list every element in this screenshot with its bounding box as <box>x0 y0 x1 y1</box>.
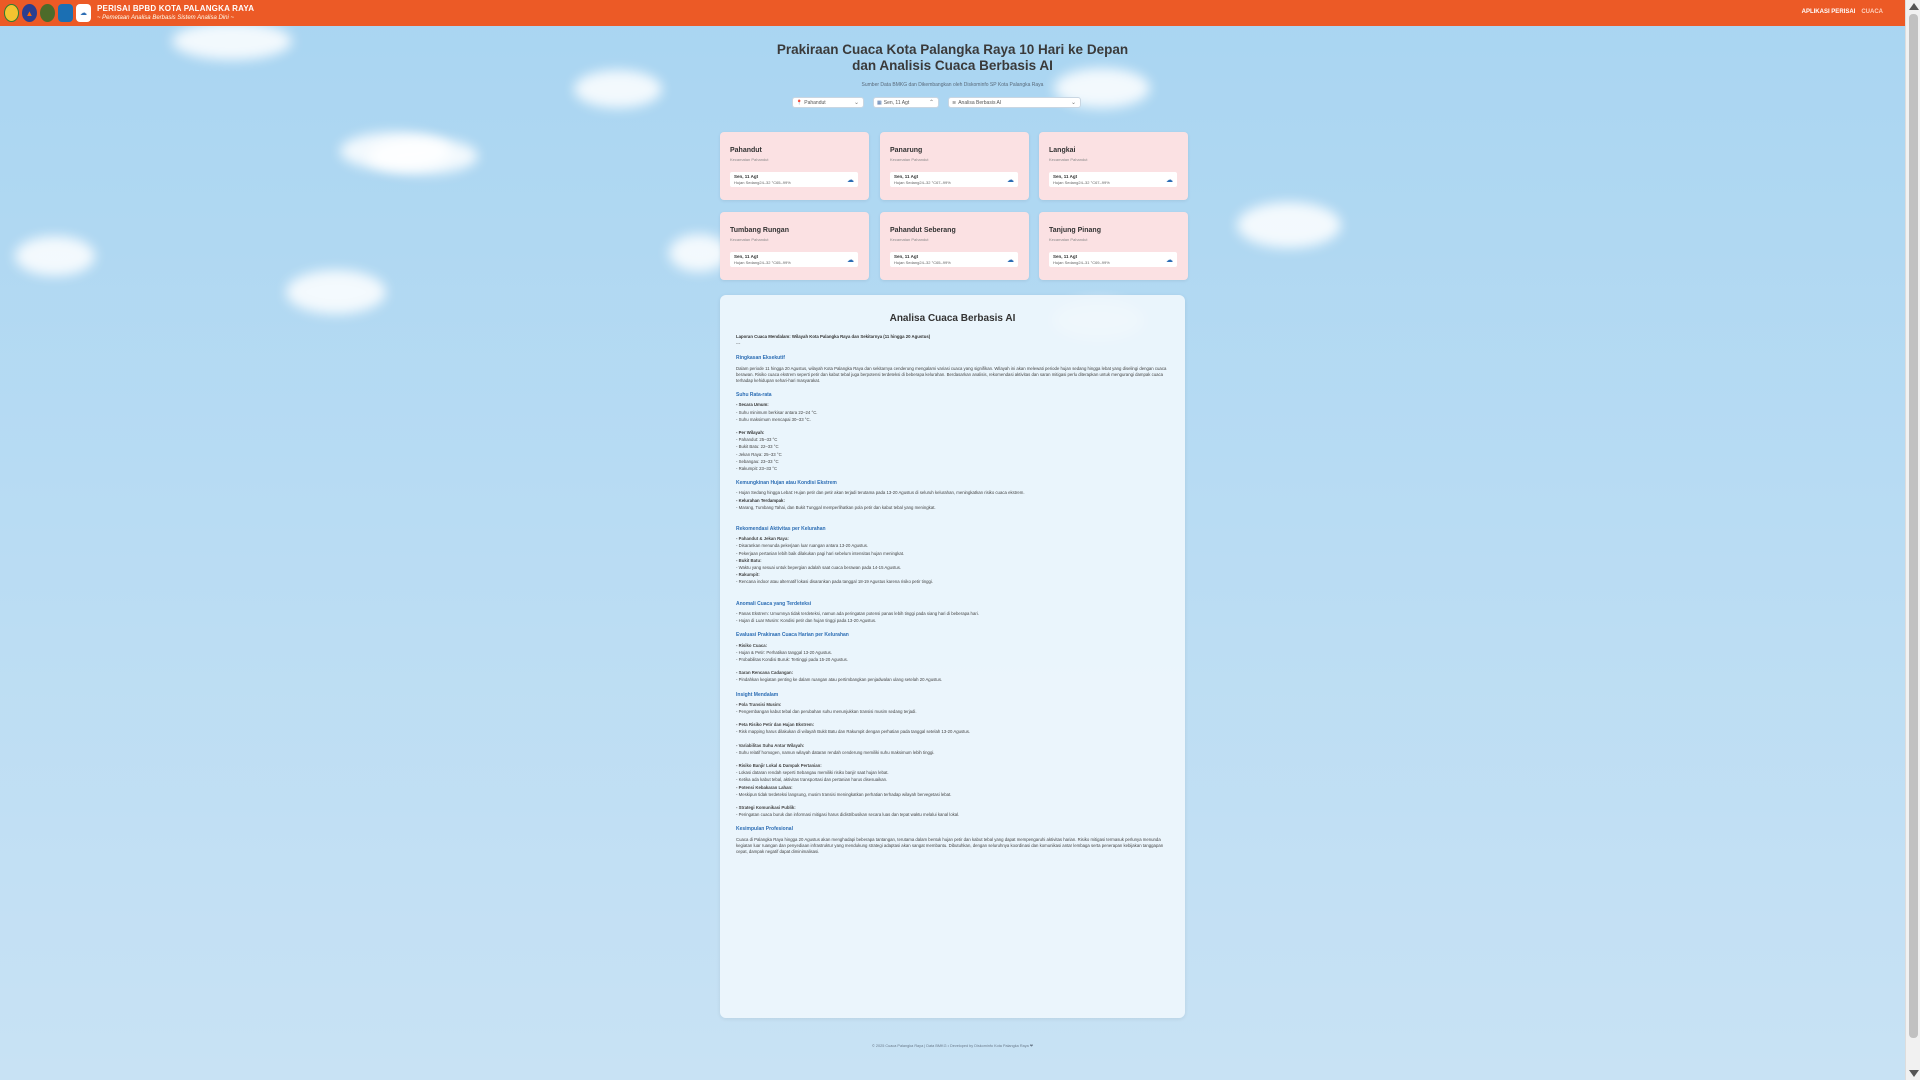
pin-icon: 📍 <box>796 99 803 106</box>
temp-item: - Jekan Raya: 25–33 °C <box>736 451 782 457</box>
cloud-decoration <box>574 70 662 108</box>
rain-cloud-icon: ☁ <box>1166 177 1173 184</box>
temp-general: - Secara Umum: <box>736 402 769 408</box>
reco-item: - Disarankan menunda pekerjaan luar ruangan antara 13-20 Agustus. <box>736 543 869 549</box>
city-logo-icon[interactable] <box>4 4 19 22</box>
kelurahan-name: Pahandut Seberang <box>890 227 956 234</box>
forecast-row[interactable] <box>1049 252 1177 267</box>
perisai-logo-icon[interactable] <box>58 4 73 22</box>
rain-2: - Kelurahan Terdampak: <box>736 497 785 503</box>
temp-item: - Pahandut: 25–33 °C <box>736 437 778 443</box>
insight-item: - Peringatan cuaca buruk dan informasi mitigasi harus didistribusikan secara luas dan tepat waktu melalui kanal lokal. <box>736 812 960 818</box>
summary-text: Dalam periode 11 hingga 20 Agustus, wilayah Kota Palangka Raya dan sekitarnya cenderung mengalami variasi cuaca yang signifikan. Wilayah ini akan melewati periode hujan sedang hingga lebat yang diselingi dengan cuaca berawan. Risiko cuaca ekstrem seperti petir dan kabut tebal juga berpotensi terdeteksi di beberapa kelurahan. Berdasarkan analisis, rekomendasi aktivitas dan saran mitigasi perlu diterapkan untuk mengurangi dampak cuaca terhadap kehidupan sehari-hari masyarakat. <box>736 365 1167 384</box>
kecamatan-name: Kecamatan Pahandut <box>890 237 929 242</box>
insight-item: - Risiko Banjir Lokal & Dampak Pertanian: <box>736 762 822 768</box>
nav-aplikasi-perisai[interactable]: APLIKASI PERISAI <box>1801 9 1856 15</box>
kelurahan-name: Tumbang Rungan <box>730 227 789 234</box>
cloud-decoration <box>286 270 386 314</box>
heading-reco: Rekomendasi Aktivitas per Kelurahan <box>736 526 826 533</box>
data-source: Sumber Data BMKG dan Dikembangkan oleh Diskominfo SP Kota Palangka Raya <box>861 82 1044 88</box>
chevron-down-icon: ⌄ <box>1070 100 1076 106</box>
eval-item: - Risiko Cuaca: <box>736 642 768 648</box>
rain-cloud-icon: ☁ <box>847 257 854 264</box>
forecast-weather: Hujan Sedang24–32 °C65–99% <box>734 180 791 185</box>
analysis-panel <box>720 295 1185 1018</box>
scroll-down-icon[interactable] <box>1909 1070 1919 1077</box>
separator: --- <box>736 341 741 347</box>
page-title-line2: dan Analisis Cuaca Berbasis AI <box>852 58 1053 73</box>
cloud-decoration <box>368 138 478 174</box>
kecamatan-name: Kecamatan Pahandut <box>1049 157 1088 162</box>
forecast-row[interactable] <box>890 172 1018 187</box>
forecast-weather: Hujan Sedang24–32 °C65–99% <box>894 260 951 265</box>
kelurahan-card[interactable] <box>1039 212 1188 280</box>
forecast-row[interactable] <box>730 172 858 187</box>
kelurahan-name: Panarung <box>890 147 923 154</box>
analysis-title: Analisa Cuaca Berbasis AI <box>889 313 1016 324</box>
kecamatan-name: Kecamatan Pahandut <box>730 237 769 242</box>
rain-cloud-icon: ☁ <box>1007 177 1014 184</box>
heading-summary: Ringkasan Eksekutif <box>736 355 785 362</box>
insight-item: - Strategi Komunikasi Publik: <box>736 804 796 810</box>
scrollbar[interactable] <box>1905 0 1920 1080</box>
heading-anomaly: Anomali Cuaca yang Terdeteksi <box>736 600 812 607</box>
brand-title: PERISAI BPBD KOTA PALANGKA RAYA <box>97 4 255 13</box>
weather-logo-icon[interactable]: ☁ <box>76 4 91 22</box>
location-value: Pahandut <box>804 99 826 106</box>
top-navbar <box>0 0 1905 26</box>
conclusion-text: Cuaca di Palangka Raya hingga 20 Agustus akan menghadapi beberapa tantangan, terutama dalam bentuk hujan petir dan kabut tebal yang dapat mempengaruhi aktivitas harian. Risiko mitigasi termasuk perlunya menunda kegiatan luar ruangan dan penyediaan infrastruktur yang mendukung strategi adaptasi akan sangat membantu. Dibutuhkan, dengan seluruhnya koordinasi dan komunikasi antar lembaga serta penerapan kebijakan tanggapan cepat, dampak negatif dapat diminimalisasi. <box>736 836 1164 854</box>
forecast-date: Sen, 11 Agt <box>1053 174 1078 179</box>
kelurahan-card[interactable] <box>720 132 869 200</box>
rain-cloud-icon: ☁ <box>1166 257 1173 264</box>
date-value: Sen, 11 Agt <box>883 99 910 106</box>
emblem-logo-icon[interactable] <box>40 4 55 22</box>
analysis-value: Analisa Berbasis AI <box>958 99 1002 106</box>
layers-icon: ≋ <box>952 99 957 106</box>
forecast-date: Sen, 11 Agt <box>734 174 759 179</box>
temp-item: - Rakumpit: 23–33 °C <box>736 466 778 472</box>
insight-item: - Meskipun tidak terdeteksi langsung, musim transisi meningkatkan perhatian terhadap wilayah bervegetasi lebat. <box>736 791 952 797</box>
rain-1: - Hujan Sedang hingga Lebat: Hujan petir dan petir akan terjadi terutama pada 13-20 Agustus di seluruh kelurahan, meningkatkan risiko cuaca ekstrem. <box>736 490 1025 496</box>
forecast-row[interactable] <box>1049 172 1177 187</box>
temp-min: - Suhu minimum berkisar antara 22–24 °C. <box>736 409 818 415</box>
forecast-weather: Hujan Sedang24–31 °C69–99% <box>1053 260 1110 265</box>
anomaly-item: - Hujan di Luar Musim: Kondisi petir dan hujan tinggi pada 13-20 Agustus. <box>736 618 877 624</box>
reco-item: - Rencana indoor atau alternatif lokasi disarankan pada tanggal 18-19 Agustus karena risiko petir tinggi. <box>736 579 934 585</box>
kelurahan-name: Pahandut <box>730 147 762 154</box>
temp-item: - Bukit Batu: 22–33 °C <box>736 444 779 450</box>
eval-item: - Saran Rencana Cadangan: <box>736 670 794 676</box>
scroll-up-icon[interactable] <box>1909 3 1919 10</box>
analysis-body <box>736 334 1169 856</box>
kecamatan-name: Kecamatan Pahandut <box>730 157 769 162</box>
cloud-decoration <box>1237 202 1341 248</box>
heading-temp: Suhu Rata-rata <box>736 392 772 399</box>
page-title-line1: Prakiraan Cuaca Kota Palangka Raya 10 Hari ke Depan <box>776 42 1129 57</box>
insight-item: - Pola Transisi Musim: <box>736 701 782 707</box>
bpbd-logo-icon[interactable]: ▲ <box>22 4 37 22</box>
cloud-decoration <box>172 22 292 60</box>
insight-item: - Pengembangan kabut tebal dan perubahan suhu menunjukkan transisi musim sedang terjadi. <box>736 708 917 714</box>
temp-max: - Suhu maksimum mencapai 30–33 °C. <box>736 416 811 422</box>
brand[interactable] <box>97 5 254 21</box>
forecast-date: Sen, 11 Agt <box>894 254 919 259</box>
insight-item: - Ketika ada kabut tebal, aktivitas transportasi dan pertanian harus disesuaikan. <box>736 777 888 783</box>
cloud-decoration <box>15 236 95 276</box>
kelurahan-card[interactable] <box>1039 132 1188 200</box>
hero <box>700 42 1205 88</box>
reco-item: - Waktu yang sesuai untuk bepergian adalah saat cuaca berawan pada 14-15 Agustus. <box>736 565 902 571</box>
rain-cloud-icon: ☁ <box>1007 257 1014 264</box>
insight-item: - Lokasi dataran rendah seperti Sebangau memiliki risiko banjir saat hujan lebat. <box>736 770 889 776</box>
scrollbar-thumb[interactable] <box>1909 14 1918 1038</box>
anomaly-item: - Panas Ekstrem: Umumnya tidak terdeteksi, namun ada peringatan potensi panas lebih tinggi pada siang hari di beberapa hari. <box>736 610 979 616</box>
chevron-up-icon: ⌃ <box>928 100 934 106</box>
eval-item: - Hujan & Petir: Perhatikan tanggal 13-20 Agustus. <box>736 649 833 655</box>
eval-item: - Probabilitas Kondisi Buruk: Tertinggi pada 15-20 Agustus. <box>736 656 848 662</box>
forecast-date: Sen, 11 Agt <box>894 174 919 179</box>
insight-item: - Risk mapping harus dilakukan di wilayah Bukit Batu dan Rakumpit dengan perhatian pada tanggal setelah 13-20 Agustus. <box>736 729 971 735</box>
logo-group <box>4 4 91 22</box>
forecast-date: Sen, 11 Agt <box>734 254 759 259</box>
kelurahan-card[interactable] <box>720 212 869 280</box>
heading-eval: Evaluasi Prakiraan Cuaca Harian per Kelurahan <box>736 632 849 639</box>
reco-item: - Bukit Batu: <box>736 557 762 563</box>
kelurahan-card[interactable] <box>880 212 1029 280</box>
reco-item: - Rakumpit: <box>736 572 760 578</box>
reco-item: - Pekerjaan pertanian lebih baik dilakukan pagi hari sebelum intensitas hujan meningkat. <box>736 550 905 556</box>
reco-item: - Pahandut & Jekan Raya: <box>736 536 789 542</box>
forecast-weather: Hujan Sedang24–32 °C65–99% <box>734 260 791 265</box>
forecast-row[interactable] <box>890 252 1018 267</box>
forecast-weather: Hujan Sedang24–32 °C67–99% <box>1053 180 1110 185</box>
heading-conclusion: Kesimpulan Profesional <box>736 826 793 833</box>
top-nav <box>1802 9 1883 15</box>
report-title: Laporan Cuaca Mendalam: Wilayah Kota Palangka Raya dan Sekitarnya (11 hingga 20 Agustus) <box>736 334 931 339</box>
eval-item: - Pindahkan kegiatan penting ke dalam ruangan atau pertimbangkan penjadwalan ulang setelah 20 Agustus. <box>736 677 943 683</box>
kecamatan-name: Kecamatan Pahandut <box>890 157 929 162</box>
temp-region: - Per Wilayah: <box>736 430 765 436</box>
forecast-row[interactable] <box>730 252 858 267</box>
insight-item: - Peta Risiko Petir dan Hujan Ekstrem: <box>736 722 815 728</box>
kecamatan-name: Kecamatan Pahandut <box>1049 237 1088 242</box>
forecast-date: Sen, 11 Agt <box>1053 254 1078 259</box>
nav-cuaca[interactable]: CUACA <box>1861 9 1883 15</box>
insight-item: - Variabilitas Suhu Antar Wilayah: <box>736 742 805 748</box>
kelurahan-name: Langkai <box>1049 147 1076 154</box>
temp-item: - Sebangau: 23–33 °C <box>736 458 779 464</box>
brand-subtitle: ~ Pemetaan Analisa Berbasis Sistem Analisa Dini ~ <box>97 15 234 21</box>
chevron-down-icon: ⌄ <box>853 100 859 106</box>
heading-insight: Insight Mendalam <box>736 691 779 698</box>
location-select[interactable] <box>792 97 864 108</box>
footer: © 2025 Cuaca Palangka Raya | Data BMKG • Developed by Diskominfo Kota Palangka Raya ❤ <box>872 1044 1033 1048</box>
rain-cloud-icon: ☁ <box>847 177 854 184</box>
kelurahan-card[interactable] <box>880 132 1029 200</box>
analysis-select[interactable] <box>948 97 1081 108</box>
kelurahan-name: Tanjung Pinang <box>1049 227 1101 234</box>
insight-item: - Suhu relatif homogen, namun wilayah dataran rendah cenderung memiliki suhu maksimum lebih tinggi. <box>736 749 935 755</box>
calendar-icon: ▦ <box>877 99 882 106</box>
insight-item: - Potensi Kebakaran Lahan: <box>736 784 793 790</box>
forecast-weather: Hujan Sedang24–32 °C67–99% <box>894 180 951 185</box>
page-title <box>700 42 1205 74</box>
date-select[interactable] <box>873 97 939 108</box>
heading-rain: Kemungkinan Hujan atau Kondisi Ekstrem <box>736 480 837 487</box>
rain-3: - Marang, Tumbang Tahai, dan Bukit Tunggal memperlihatkan pola petir dan kabut tebal yang meningkat. <box>736 504 936 510</box>
